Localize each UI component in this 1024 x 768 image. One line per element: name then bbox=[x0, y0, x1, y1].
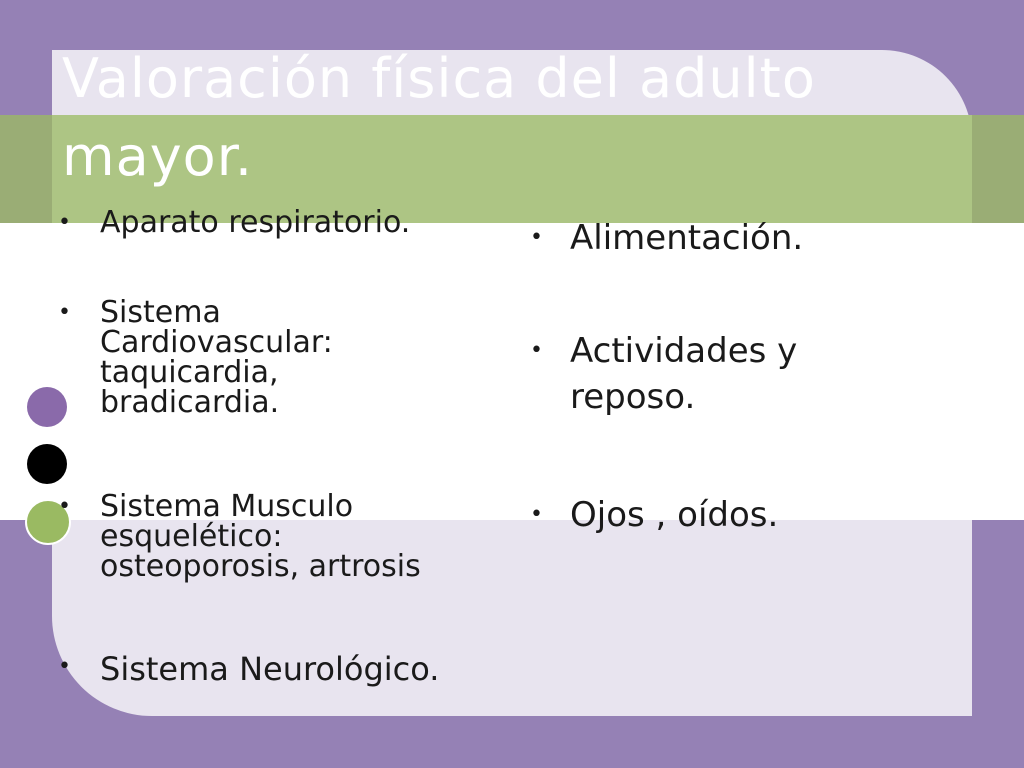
list-item-ojos-oidos bbox=[530, 492, 778, 538]
list-item-alimentacion bbox=[530, 215, 803, 261]
bullet-icon: • bbox=[530, 502, 543, 527]
bullet-icon: • bbox=[530, 225, 543, 250]
bullet-icon: • bbox=[58, 654, 71, 679]
bullet-icon: • bbox=[530, 338, 543, 363]
bullet-icon: • bbox=[58, 494, 71, 519]
list-item-text: Ojos , oídos. bbox=[570, 495, 779, 535]
list-item-text: Actividades y reposo. bbox=[570, 331, 798, 417]
list-item-text: Aparato respiratorio. bbox=[100, 205, 411, 240]
list-item-respiratorio bbox=[58, 205, 411, 240]
list-item-musculo-esqueletico bbox=[58, 489, 480, 584]
list-item-neurologico bbox=[58, 652, 439, 686]
list-item-text: Sistema Cardiovascular: taquicardia, bradicardia. bbox=[100, 295, 333, 420]
list-item-text: Sistema Musculo esquelético: osteoporosis, artrosis bbox=[100, 489, 421, 584]
list-item-text: Alimentación. bbox=[570, 218, 804, 258]
list-item-text: Sistema Neurológico. bbox=[100, 650, 440, 688]
list-item-actividades-reposo bbox=[530, 328, 840, 420]
decorative-dot-black bbox=[27, 444, 67, 484]
slide-title: Valoración física del adulto mayor. bbox=[62, 47, 816, 188]
bullet-icon: • bbox=[58, 210, 71, 235]
list-item-cardiovascular bbox=[58, 295, 440, 420]
bullet-icon: • bbox=[58, 300, 71, 325]
